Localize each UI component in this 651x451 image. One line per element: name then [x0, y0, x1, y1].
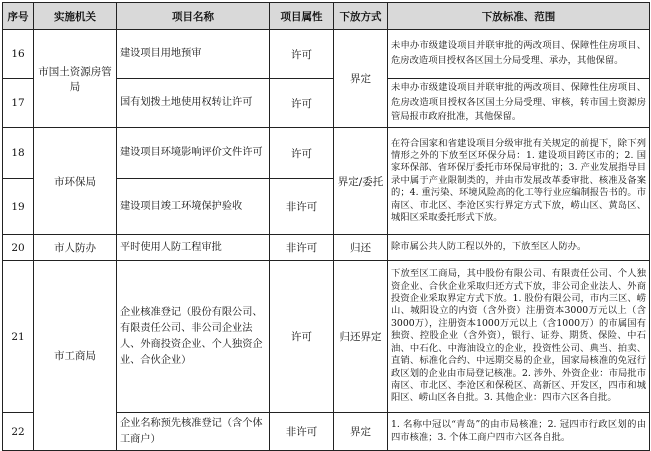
item-name: 建设项目环境影响评价文件许可 — [117, 128, 270, 179]
item-attr: 非许可 — [270, 179, 334, 235]
table-row — [3, 261, 650, 413]
row-no: 22 — [3, 413, 34, 451]
item-name: 国有划拨土地使用权转让许可 — [117, 79, 270, 128]
agency-cell: 市国土资源房管局 — [34, 30, 117, 128]
item-name: 建设项目用地预审 — [117, 30, 270, 79]
method-cell: 界定 — [334, 30, 388, 128]
row-no: 17 — [3, 79, 34, 128]
item-name: 建设项目竣工环境保护验收 — [117, 179, 270, 235]
header-attr: 项目属性 — [270, 3, 334, 30]
table-header-row — [3, 3, 650, 30]
standard-cell: 除市属公共人防工程以外的，下放至区人防办。 — [388, 235, 650, 261]
item-attr: 非许可 — [270, 235, 334, 261]
agency-cell: 市环保局 — [34, 128, 117, 235]
row-no: 16 — [3, 30, 34, 79]
table-row — [3, 235, 650, 261]
row-no: 21 — [3, 261, 34, 413]
item-name: 平时使用人防工程审批 — [117, 235, 270, 261]
standard-cell: 下放至区工商局，其中股份有限公司、有限责任公司、个人独资企业、合伙企业采取归还方式下放，非公司企业法人、外商投资企业采取界定方式下放。1. 股份有限公司，市内三区、崂山、城阳设立的内资（含外资）注册资本3000万元以上（含3000万），注册资本1000万元以上（含1000万）的市属国有独资、控股企业（含外资），银行、证券、期货、保险、中石油、中石化、中海油设立的企业，投资性公司、典当、拍卖、直销、标准化合约、中远期交易的企业，国家局核准的免冠行政区划的企业由市局登记核准。2. 涉外、外资企业：市局批市南区、市北区、李沧区和保税区、高新区、开发区，四市和城阳区、崂山区各自批。3. 其他企业：四市六区各自批。 — [388, 261, 650, 413]
agency-cell: 市工商局 — [34, 261, 117, 451]
item-name: 企业名称预先核准登记（含个体工商户） — [117, 413, 270, 451]
method-cell: 归还界定 — [334, 261, 388, 413]
standard-cell: 在符合国家和省建设项目分级审批有关规定的前提下，除下列情形之外的下放至区环保分局：1. 建设项目跨区市的；2. 国家环保部、省环保厅委托市环保局审批的；3. 产业发展指导目录中属于产业限制类的，并由市发展改革委审批、核准及备案的；4. 重污染、环境风险高的化工等行业应编制报告书的。市南区、市北区、李沧区实行界定方式下放，崂山区、黄岛区、城阳区采取委托形式下放。 — [388, 128, 650, 235]
item-attr: 许可 — [270, 128, 334, 179]
item-attr: 非许可 — [270, 413, 334, 451]
item-attr: 许可 — [270, 30, 334, 79]
decentralization-table — [2, 2, 650, 451]
header-method: 下放方式 — [334, 3, 388, 30]
method-cell: 界定/委托 — [334, 128, 388, 235]
method-cell: 界定 — [334, 413, 388, 451]
header-agency: 实施机关 — [34, 3, 117, 30]
row-no: 19 — [3, 179, 34, 235]
header-no: 序号 — [3, 3, 34, 30]
table-row — [3, 30, 650, 79]
agency-cell: 市人防办 — [34, 235, 117, 261]
item-attr: 许可 — [270, 79, 334, 128]
header-standard: 下放标准、范围 — [388, 3, 650, 30]
method-cell: 归还 — [334, 235, 388, 261]
standard-cell: 1. 名称中冠以“青岛”的由市局核准；2. 冠四市行政区划的由四市核准；3. 个体工商户四市六区各自批。 — [388, 413, 650, 451]
row-no: 18 — [3, 128, 34, 179]
standard-cell: 未申办市级建设项目并联审批的两改项目、保障性住房项目、危房改造项目授权各区国土分局受理、承办，其他保留。 — [388, 30, 650, 79]
item-name: 企业核准登记（股份有限公司、有限责任公司、非公司企业法人、外商投资企业、个人独资企业、合伙企业） — [117, 261, 270, 413]
row-no: 20 — [3, 235, 34, 261]
standard-cell: 未申办市级建设项目并联审批的两改项目、保障性住房项目、危房改造项目授权各区国土分局受理、审核，转市国土资源房管局报市政府批准，其他保留。 — [388, 79, 650, 128]
header-item: 项目名称 — [117, 3, 270, 30]
item-attr: 许可 — [270, 261, 334, 413]
table-row — [3, 128, 650, 179]
